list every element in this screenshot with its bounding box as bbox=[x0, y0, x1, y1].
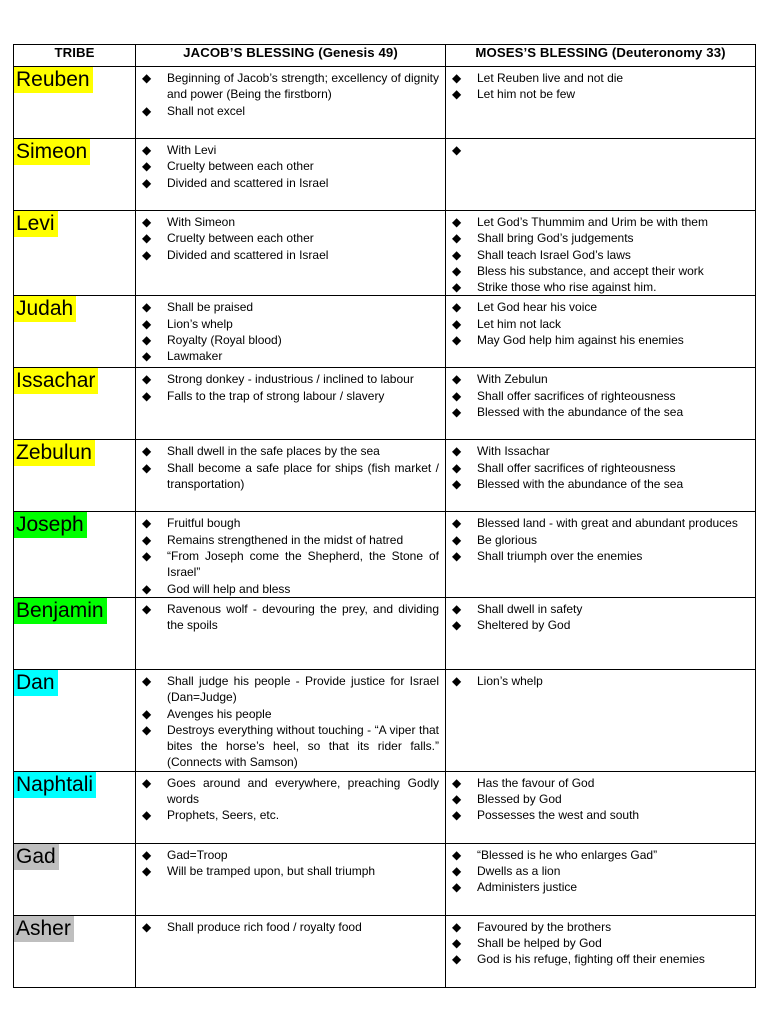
list-item bbox=[452, 214, 749, 230]
diamond-bullet-icon: ◆ bbox=[452, 215, 462, 229]
blessing-text: Let God’s Thummim and Urim be with them bbox=[477, 215, 708, 229]
blessing-text: Shall bring God’s judgements bbox=[477, 231, 634, 246]
diamond-bullet-icon: ◆ bbox=[142, 775, 152, 790]
tribe-cell bbox=[14, 597, 136, 669]
header-tribe: TRIBE bbox=[14, 45, 136, 67]
diamond-bullet-icon: ◆ bbox=[142, 864, 152, 879]
list-item bbox=[452, 951, 749, 967]
tribe-cell bbox=[14, 843, 136, 915]
list-item bbox=[142, 515, 439, 531]
blessing-list bbox=[136, 916, 445, 935]
table-row bbox=[14, 211, 756, 296]
blessing-list bbox=[446, 772, 755, 824]
list-item bbox=[452, 919, 749, 935]
diamond-bullet-icon: ◆ bbox=[452, 388, 462, 403]
blessing-text: Falls to the trap of strong labour / slavery bbox=[167, 388, 385, 403]
jacob-blessing-cell bbox=[136, 211, 446, 296]
blessing-list bbox=[136, 512, 445, 596]
list-item bbox=[142, 142, 439, 158]
list-item bbox=[452, 443, 749, 459]
tribe-name: Naphtali bbox=[14, 772, 96, 798]
list-item bbox=[142, 443, 439, 459]
blessing-list bbox=[446, 211, 755, 295]
list-item bbox=[452, 476, 749, 492]
diamond-bullet-icon: ◆ bbox=[452, 792, 462, 807]
diamond-bullet-icon: ◆ bbox=[452, 532, 462, 547]
tribe-cell bbox=[14, 440, 136, 512]
tribe-name: Joseph bbox=[14, 512, 87, 538]
blessing-text: Administers justice bbox=[477, 880, 578, 895]
blessing-text: With Simeon bbox=[167, 215, 236, 229]
list-item bbox=[142, 348, 439, 364]
list-item bbox=[452, 460, 749, 476]
tribe-name: Levi bbox=[14, 211, 58, 237]
list-item bbox=[142, 847, 439, 863]
tribe-name: Asher bbox=[14, 916, 74, 942]
moses-blessing-cell bbox=[446, 597, 756, 669]
list-item bbox=[452, 299, 749, 315]
blessing-text: God will help and bless bbox=[167, 581, 291, 596]
diamond-bullet-icon: ◆ bbox=[142, 349, 152, 364]
list-item bbox=[142, 548, 439, 581]
blessing-text: Bless his substance, and accept their work bbox=[477, 263, 704, 278]
list-item bbox=[452, 371, 749, 387]
jacob-blessing-cell bbox=[136, 771, 446, 843]
tribe-cell bbox=[14, 512, 136, 597]
diamond-bullet-icon: ◆ bbox=[142, 847, 152, 862]
table-row bbox=[14, 771, 756, 843]
diamond-bullet-icon: ◆ bbox=[452, 516, 462, 531]
diamond-bullet-icon: ◆ bbox=[452, 864, 462, 879]
blessing-text: Beginning of Jacob’s strength; excellency of dignity and power (Being the firstborn) bbox=[167, 71, 439, 102]
blessing-text: Ravenous wolf - devouring the prey, and dividing the spoils bbox=[167, 601, 439, 633]
blessing-text: Blessed by God bbox=[477, 792, 562, 807]
diamond-bullet-icon: ◆ bbox=[142, 673, 152, 688]
blessing-text: Shall offer sacrifices of righteousness bbox=[477, 460, 676, 475]
list-item bbox=[142, 807, 439, 823]
diamond-bullet-icon: ◆ bbox=[142, 372, 152, 387]
moses-blessing-cell bbox=[446, 139, 756, 211]
blessing-list bbox=[136, 211, 445, 263]
diamond-bullet-icon: ◆ bbox=[452, 847, 462, 862]
blessing-list bbox=[446, 139, 755, 157]
blessing-text: Shall be praised bbox=[167, 300, 254, 315]
list-item bbox=[452, 775, 749, 791]
diamond-bullet-icon: ◆ bbox=[452, 618, 462, 633]
list-item bbox=[452, 601, 749, 617]
diamond-bullet-icon: ◆ bbox=[452, 460, 462, 475]
diamond-bullet-icon: ◆ bbox=[142, 444, 152, 459]
diamond-bullet-icon: ◆ bbox=[452, 333, 462, 348]
moses-blessing-cell bbox=[446, 296, 756, 368]
blessing-list bbox=[136, 670, 445, 771]
diamond-bullet-icon: ◆ bbox=[142, 532, 152, 547]
blessing-list bbox=[136, 296, 445, 364]
diamond-bullet-icon: ◆ bbox=[452, 300, 462, 315]
table-row bbox=[14, 296, 756, 368]
jacob-blessing-cell bbox=[136, 915, 446, 987]
diamond-bullet-icon: ◆ bbox=[452, 372, 462, 387]
list-item bbox=[142, 371, 439, 387]
list-item bbox=[142, 299, 439, 315]
blessing-text: Will be tramped upon, but shall triumph bbox=[167, 864, 376, 879]
tribe-name: Issachar bbox=[14, 368, 98, 394]
list-item bbox=[142, 230, 439, 246]
blessing-list bbox=[446, 67, 755, 103]
blessing-text: Divided and scattered in Israel bbox=[167, 247, 329, 262]
blessing-text: Let him not lack bbox=[477, 316, 562, 331]
blessing-text: Strike those who rise against him. bbox=[477, 280, 657, 295]
blessing-list bbox=[136, 598, 445, 634]
moses-blessing-cell bbox=[446, 67, 756, 139]
moses-blessing-cell bbox=[446, 915, 756, 987]
blessing-text: Blessed land - with great and abundant produces bbox=[477, 516, 738, 531]
list-item bbox=[452, 279, 749, 295]
list-item bbox=[452, 86, 749, 102]
diamond-bullet-icon: ◆ bbox=[452, 549, 462, 564]
tribe-name: Zebulun bbox=[14, 440, 95, 466]
diamond-bullet-icon: ◆ bbox=[142, 316, 152, 331]
blessing-text: Gad=Troop bbox=[167, 847, 228, 862]
list-item bbox=[452, 935, 749, 951]
list-item bbox=[452, 316, 749, 332]
moses-blessing-cell bbox=[446, 669, 756, 771]
list-item bbox=[142, 158, 439, 174]
diamond-bullet-icon: ◆ bbox=[142, 919, 152, 934]
jacob-blessing-cell bbox=[136, 368, 446, 440]
tribe-cell bbox=[14, 139, 136, 211]
blessing-text: Sheltered by God bbox=[477, 618, 571, 633]
blessing-list bbox=[136, 368, 445, 404]
tribe-cell bbox=[14, 771, 136, 843]
list-item bbox=[452, 847, 749, 863]
tribe-name: Simeon bbox=[14, 139, 90, 165]
list-item bbox=[142, 775, 439, 808]
list-item bbox=[142, 332, 439, 348]
list-item bbox=[452, 230, 749, 246]
list-item bbox=[142, 919, 439, 935]
blessing-text: Strong donkey - industrious / inclined to labour bbox=[167, 372, 414, 387]
diamond-bullet-icon: ◆ bbox=[142, 175, 152, 190]
list-item bbox=[142, 316, 439, 332]
list-item bbox=[142, 70, 439, 103]
diamond-bullet-icon: ◆ bbox=[142, 549, 152, 564]
diamond-bullet-icon: ◆ bbox=[452, 444, 462, 459]
table-row bbox=[14, 843, 756, 915]
list-item bbox=[452, 70, 749, 86]
blessing-text: Divided and scattered in Israel bbox=[167, 175, 329, 190]
blessing-list bbox=[446, 368, 755, 420]
blessing-text: Fruitful bough bbox=[167, 516, 241, 531]
diamond-bullet-icon: ◆ bbox=[452, 601, 462, 616]
blessing-text: Cruelty between each other bbox=[167, 231, 314, 246]
jacob-blessing-cell bbox=[136, 440, 446, 512]
diamond-bullet-icon: ◆ bbox=[452, 231, 462, 246]
tribe-cell bbox=[14, 368, 136, 440]
diamond-bullet-icon: ◆ bbox=[452, 936, 462, 951]
tribe-name: Reuben bbox=[14, 67, 93, 93]
list-item bbox=[452, 388, 749, 404]
table-row bbox=[14, 440, 756, 512]
blessing-text: Let him not be few bbox=[477, 87, 576, 102]
jacob-blessing-cell bbox=[136, 67, 446, 139]
diamond-bullet-icon: ◆ bbox=[452, 919, 462, 934]
blessing-list bbox=[446, 916, 755, 968]
blessing-text: “Blessed is he who enlarges Gad” bbox=[477, 847, 658, 862]
list-item bbox=[142, 103, 439, 119]
diamond-bullet-icon: ◆ bbox=[452, 477, 462, 492]
table-row bbox=[14, 597, 756, 669]
blessing-text: Shall become a safe place for ships (fish market / transportation) bbox=[167, 460, 439, 492]
jacob-blessing-cell bbox=[136, 597, 446, 669]
tribe-cell bbox=[14, 296, 136, 368]
blessing-text: Lion’s whelp bbox=[477, 673, 543, 688]
diamond-bullet-icon: ◆ bbox=[142, 388, 152, 403]
list-item bbox=[142, 601, 439, 634]
diamond-bullet-icon: ◆ bbox=[142, 706, 152, 721]
blessing-text: With Levi bbox=[167, 143, 217, 157]
blessing-list bbox=[446, 512, 755, 564]
blessing-list bbox=[446, 440, 755, 492]
list-item bbox=[452, 532, 749, 548]
diamond-bullet-icon: ◆ bbox=[142, 601, 152, 616]
list-item bbox=[452, 673, 749, 689]
list-item bbox=[142, 175, 439, 191]
blessing-text: Royalty (Royal blood) bbox=[167, 333, 282, 348]
table-row bbox=[14, 915, 756, 987]
diamond-bullet-icon: ◆ bbox=[142, 143, 152, 157]
table-row bbox=[14, 512, 756, 597]
diamond-bullet-icon: ◆ bbox=[452, 316, 462, 331]
moses-blessing-cell bbox=[446, 440, 756, 512]
table-row bbox=[14, 139, 756, 211]
blessing-text: Goes around and everywhere, preaching Godly words bbox=[167, 775, 439, 807]
blessing-text: Blessed with the abundance of the sea bbox=[477, 477, 684, 492]
tribe-cell bbox=[14, 669, 136, 771]
blessing-text: Shall dwell in safety bbox=[477, 601, 583, 616]
list-item bbox=[142, 214, 439, 230]
tribe-name: Judah bbox=[14, 296, 76, 322]
diamond-bullet-icon: ◆ bbox=[452, 880, 462, 895]
jacob-blessing-cell bbox=[136, 139, 446, 211]
diamond-bullet-icon: ◆ bbox=[452, 673, 462, 688]
list-item bbox=[452, 515, 749, 531]
table-row bbox=[14, 67, 756, 139]
diamond-bullet-icon: ◆ bbox=[142, 460, 152, 475]
diamond-bullet-icon: ◆ bbox=[142, 159, 152, 174]
list-item bbox=[142, 706, 439, 722]
diamond-bullet-icon: ◆ bbox=[142, 231, 152, 246]
list-item bbox=[452, 548, 749, 564]
list-item bbox=[452, 247, 749, 263]
blessing-list bbox=[446, 670, 755, 689]
moses-blessing-cell bbox=[446, 368, 756, 440]
blessing-text: God is his refuge, fighting off their enemies bbox=[477, 952, 705, 967]
blessing-text: May God help him against his enemies bbox=[477, 333, 684, 348]
blessing-text: Favoured by the brothers bbox=[477, 919, 612, 934]
header-moses-blessing: MOSES’S BLESSING (Deuteronomy 33) bbox=[446, 45, 756, 67]
header-row bbox=[14, 45, 756, 67]
blessing-text: Be glorious bbox=[477, 532, 538, 547]
table-row bbox=[14, 669, 756, 771]
blessing-list bbox=[136, 139, 445, 191]
list-item bbox=[142, 581, 439, 597]
list-item bbox=[142, 460, 439, 493]
blessing-list bbox=[446, 844, 755, 896]
blessing-text: Avenges his people bbox=[167, 706, 272, 721]
diamond-bullet-icon: ◆ bbox=[142, 215, 152, 229]
list-item bbox=[452, 863, 749, 879]
diamond-bullet-icon: ◆ bbox=[452, 280, 462, 295]
diamond-bullet-icon: ◆ bbox=[142, 722, 152, 737]
moses-blessing-cell bbox=[446, 843, 756, 915]
moses-blessing-cell bbox=[446, 211, 756, 296]
blessing-text: Blessed with the abundance of the sea bbox=[477, 405, 684, 420]
list-item bbox=[142, 247, 439, 263]
diamond-bullet-icon: ◆ bbox=[142, 300, 152, 315]
blessing-text: Shall not excel bbox=[167, 103, 246, 118]
list-item bbox=[452, 404, 749, 420]
jacob-blessing-cell bbox=[136, 669, 446, 771]
blessing-text: Cruelty between each other bbox=[167, 159, 314, 174]
diamond-bullet-icon: ◆ bbox=[452, 87, 462, 102]
list-item bbox=[452, 332, 749, 348]
moses-blessing-cell bbox=[446, 512, 756, 597]
blessing-list bbox=[446, 598, 755, 634]
blessing-list bbox=[446, 296, 755, 348]
table-row bbox=[14, 368, 756, 440]
blessing-text: Let God hear his voice bbox=[477, 300, 598, 315]
blessing-text: Shall offer sacrifices of righteousness bbox=[477, 388, 676, 403]
diamond-bullet-icon: ◆ bbox=[452, 808, 462, 823]
blessing-text: Shall teach Israel God’s laws bbox=[477, 247, 631, 262]
diamond-bullet-icon: ◆ bbox=[142, 333, 152, 348]
diamond-bullet-icon: ◆ bbox=[142, 808, 152, 823]
header-jacob-blessing: JACOB’S BLESSING (Genesis 49) bbox=[136, 45, 446, 67]
diamond-bullet-icon: ◆ bbox=[142, 581, 152, 596]
blessing-list bbox=[136, 67, 445, 119]
blessing-list bbox=[136, 844, 445, 880]
diamond-bullet-icon: ◆ bbox=[452, 263, 462, 278]
tribe-name: Benjamin bbox=[14, 598, 107, 624]
blessing-list bbox=[136, 440, 445, 492]
tribe-blessings-table bbox=[13, 44, 756, 988]
blessing-text: With Issachar bbox=[477, 444, 550, 459]
blessing-text: Shall be helped by God bbox=[477, 936, 602, 951]
diamond-bullet-icon: ◆ bbox=[452, 247, 462, 262]
list-item bbox=[452, 263, 749, 279]
diamond-bullet-icon: ◆ bbox=[142, 103, 152, 118]
blessing-text: Shall produce rich food / royalty food bbox=[167, 919, 362, 934]
diamond-bullet-icon: ◆ bbox=[452, 143, 462, 157]
diamond-bullet-icon: ◆ bbox=[452, 952, 462, 967]
list-item bbox=[452, 791, 749, 807]
tribe-cell bbox=[14, 67, 136, 139]
list-item bbox=[142, 673, 439, 706]
moses-blessing-cell bbox=[446, 771, 756, 843]
blessing-text: Shall judge his people - Provide justice for Israel (Dan=Judge) bbox=[167, 673, 439, 705]
diamond-bullet-icon: ◆ bbox=[142, 247, 152, 262]
blessing-text: Lion’s whelp bbox=[167, 316, 233, 331]
blessing-text: Possesses the west and south bbox=[477, 808, 640, 823]
jacob-blessing-cell bbox=[136, 843, 446, 915]
diamond-bullet-icon: ◆ bbox=[452, 405, 462, 420]
list-item bbox=[142, 388, 439, 404]
list-item bbox=[142, 722, 439, 771]
blessing-text: Lawmaker bbox=[167, 349, 223, 364]
table-body bbox=[14, 67, 756, 988]
diamond-bullet-icon: ◆ bbox=[142, 71, 152, 85]
blessing-text: Shall dwell in the safe places by the sea bbox=[167, 444, 380, 459]
jacob-blessing-cell bbox=[136, 296, 446, 368]
blessing-text: Prophets, Seers, etc. bbox=[167, 808, 280, 823]
diamond-bullet-icon: ◆ bbox=[452, 775, 462, 790]
list-item bbox=[142, 863, 439, 879]
blessing-text: Let Reuben live and not die bbox=[477, 71, 624, 85]
blessing-list bbox=[136, 772, 445, 824]
list-item bbox=[452, 879, 749, 895]
blessing-text: Remains strengthened in the midst of hatred bbox=[167, 532, 404, 547]
blessing-text: Dwells as a lion bbox=[477, 864, 561, 879]
blessing-text: Destroys everything without touching - “A viper that bites the horse’s heel, so that its rider falls.” (Connects with Samson) bbox=[167, 722, 439, 770]
diamond-bullet-icon: ◆ bbox=[452, 71, 462, 85]
blessing-text: Shall triumph over the enemies bbox=[477, 549, 643, 564]
list-item bbox=[452, 807, 749, 823]
list-item bbox=[452, 617, 749, 633]
tribe-cell bbox=[14, 211, 136, 296]
diamond-bullet-icon: ◆ bbox=[142, 516, 152, 531]
tribe-name: Gad bbox=[14, 844, 59, 870]
jacob-blessing-cell bbox=[136, 512, 446, 597]
blessing-text: “From Joseph come the Shepherd, the Stone of Israel” bbox=[167, 549, 439, 580]
tribe-cell bbox=[14, 915, 136, 987]
list-item bbox=[142, 532, 439, 548]
blessing-text: With Zebulun bbox=[477, 372, 548, 387]
blessing-text: Has the favour of God bbox=[477, 775, 595, 790]
tribe-name: Dan bbox=[14, 670, 58, 696]
